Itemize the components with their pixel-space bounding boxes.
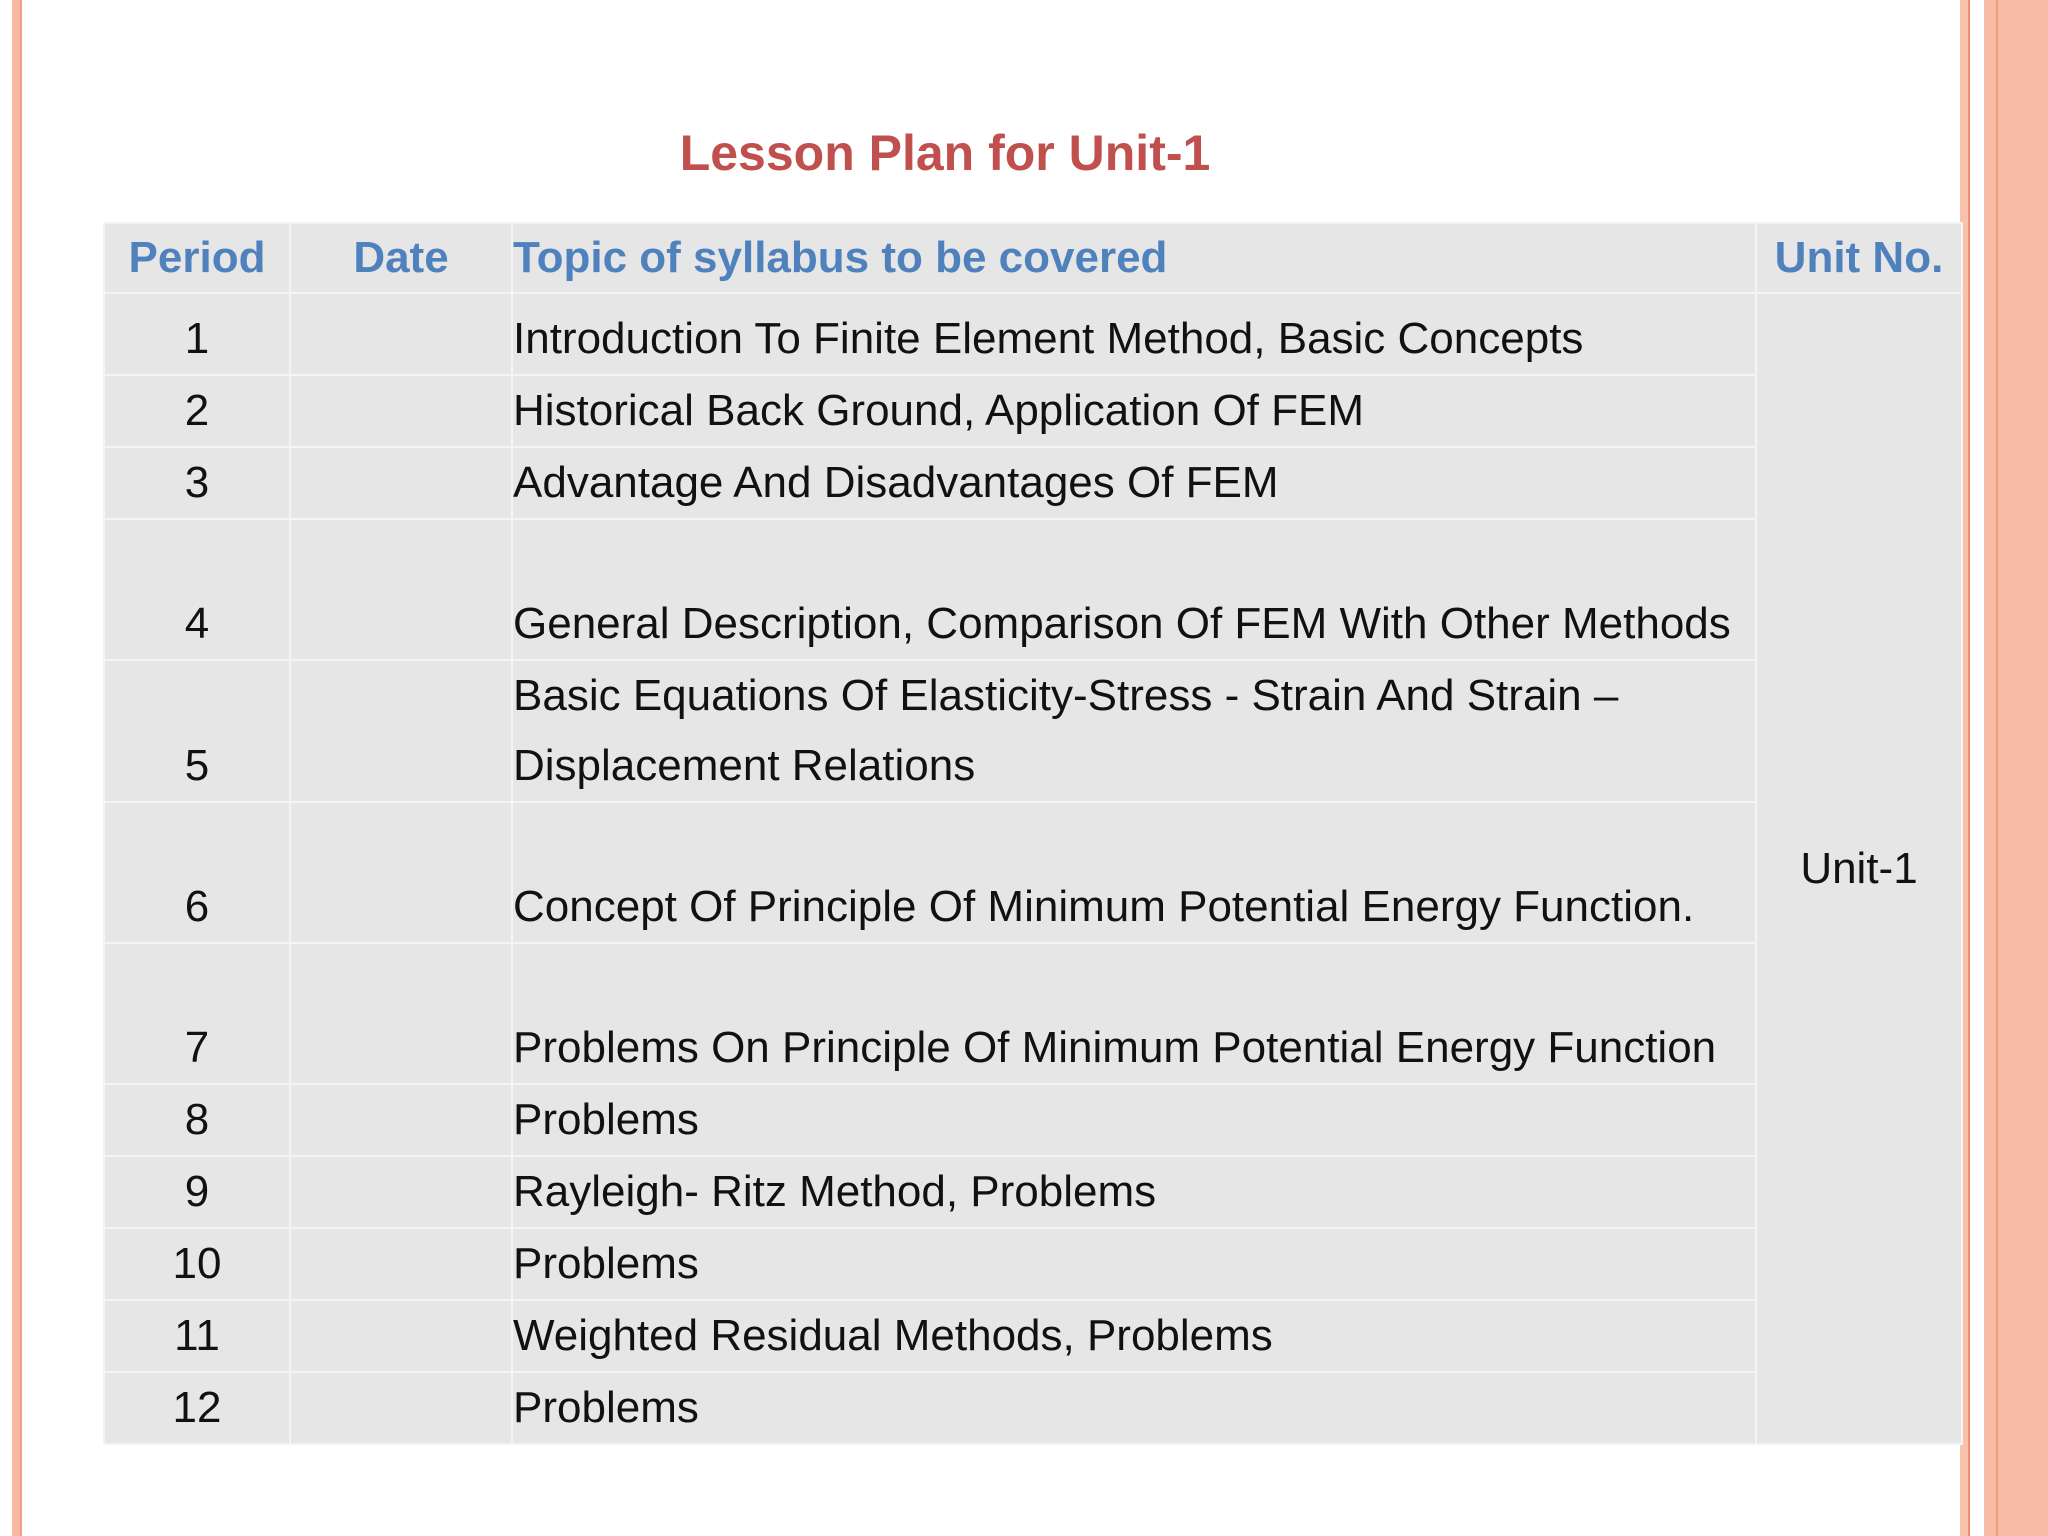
date-cell [290,293,512,375]
date-cell [290,1372,512,1444]
topic-cell: Problems [512,1084,1756,1156]
right-border-panel [1984,0,2048,1536]
period-cell: 11 [104,1300,290,1372]
topic-cell: Introduction To Finite Element Method, Basic Concepts [512,293,1756,375]
topic-cell: Concept Of Principle Of Minimum Potential Energy Function. [512,802,1756,943]
topic-cell: Basic Equations Of Elasticity-Stress - Strain And Strain – Displacement Relations [512,660,1756,802]
table-row [104,1372,1962,1444]
table-row [104,447,1962,519]
date-cell [290,660,512,802]
unit-cell: Unit-1 [1756,293,1962,1444]
lesson-plan-table [103,222,1963,1445]
period-cell: 10 [104,1228,290,1300]
table-row [104,375,1962,447]
table-row [104,802,1962,943]
topic-cell: Advantage And Disadvantages Of FEM [512,447,1756,519]
topic-cell: Problems On Principle Of Minimum Potential Energy Function [512,943,1756,1084]
table-header-row [104,223,1962,293]
right-border-panel-line [1996,0,1998,1536]
table-row [104,1084,1962,1156]
column-header-period: Period [104,223,290,293]
date-cell [290,1300,512,1372]
period-cell: 6 [104,802,290,943]
topic-cell: Problems [512,1372,1756,1444]
column-header-topic: Topic of syllabus to be covered [512,223,1756,293]
right-border-line [1968,0,1970,1536]
table-row [104,943,1962,1084]
table-row [104,293,1962,375]
topic-cell: Weighted Residual Methods, Problems [512,1300,1756,1372]
period-cell: 8 [104,1084,290,1156]
topic-cell: Historical Back Ground, Application Of FEM [512,375,1756,447]
column-header-unit: Unit No. [1756,223,1962,293]
period-cell: 9 [104,1156,290,1228]
period-cell: 12 [104,1372,290,1444]
left-border-stripe [12,0,20,1536]
date-cell [290,1156,512,1228]
period-cell: 7 [104,943,290,1084]
table-row [104,660,1962,802]
period-cell: 5 [104,660,290,802]
column-header-date: Date [290,223,512,293]
date-cell [290,802,512,943]
topic-cell: Rayleigh- Ritz Method, Problems [512,1156,1756,1228]
period-cell: 4 [104,519,290,660]
table-row [104,1300,1962,1372]
left-border-line [20,0,22,1536]
topic-cell: General Description, Comparison Of FEM With Other Methods [512,519,1756,660]
table-row [104,1228,1962,1300]
date-cell [290,447,512,519]
table-row [104,519,1962,660]
date-cell [290,943,512,1084]
period-cell: 2 [104,375,290,447]
period-cell: 3 [104,447,290,519]
date-cell [290,1228,512,1300]
page-title: Lesson Plan for Unit-1 [679,125,1211,181]
date-cell [290,1084,512,1156]
date-cell [290,519,512,660]
date-cell [290,375,512,447]
topic-cell: Problems [512,1228,1756,1300]
table-row [104,1156,1962,1228]
period-cell: 1 [104,293,290,375]
